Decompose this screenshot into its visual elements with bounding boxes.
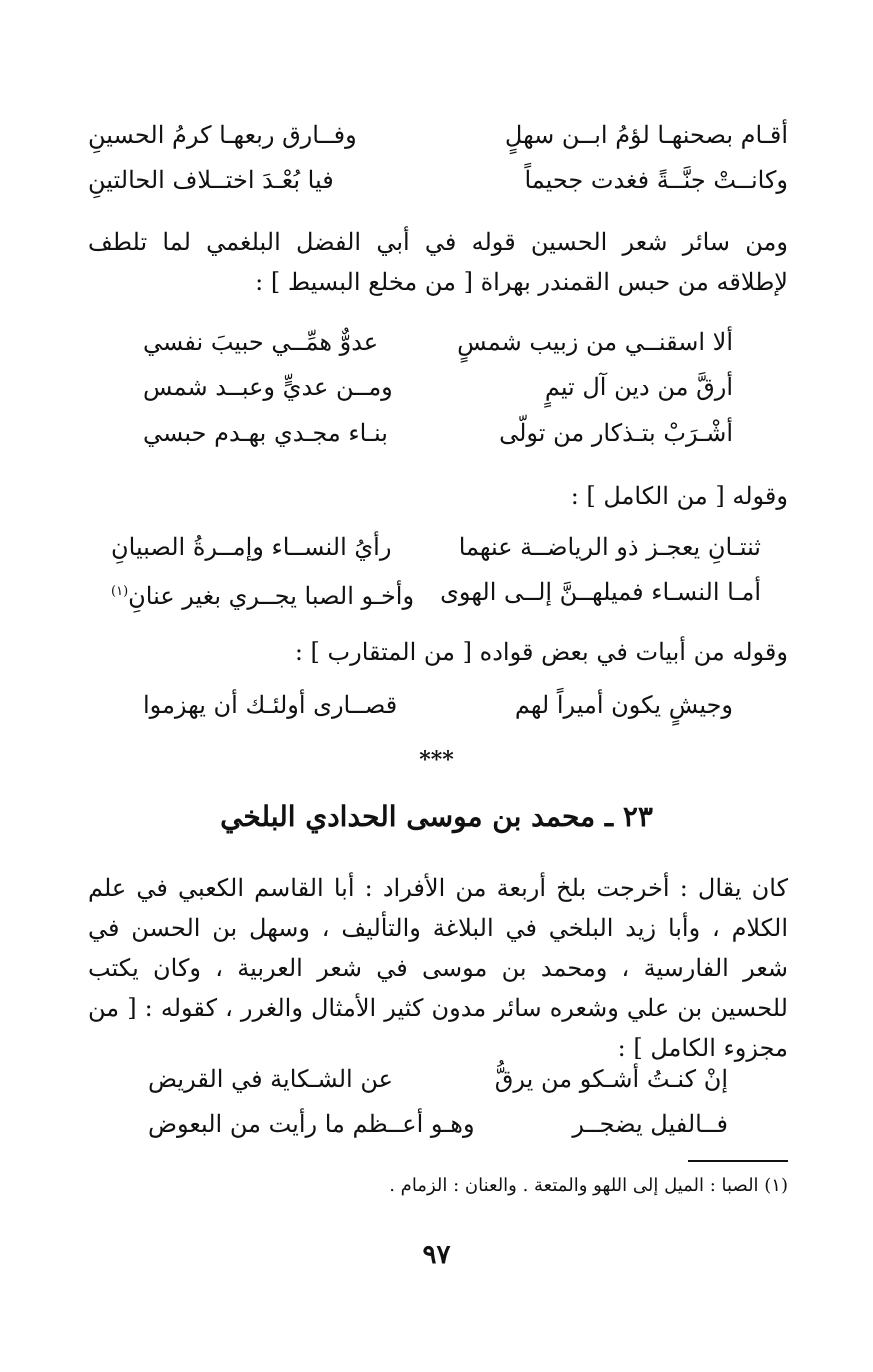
verse-second-hemistich: وفــارق ربعهـا كرمُ الحسينِ [88, 121, 357, 149]
section-title: ٢٣ ـ محمد بن موسى الحدادي البلخي [220, 800, 653, 833]
verse-second-hemistich [111, 575, 414, 613]
page-number: ٩٧ [422, 1240, 451, 1270]
verse-second-hemistich: بنـاء مجـدي بهـدم حبسي [143, 419, 388, 447]
verse-second-hemistich: ومــن عديٍّ وعبــد شمس [143, 373, 393, 401]
verse-second-text: وأخـو الصبا يجــري بغير عنانِ [128, 582, 415, 610]
footnote-divider [688, 1160, 788, 1162]
verse-first-hemistich: ثنتـانِ يعجـز ذو الرياضــة عنهما [458, 533, 761, 561]
footnote-marker: (١) [111, 584, 129, 599]
verse-line [88, 163, 788, 197]
verse-first-hemistich: فــالفيل يضجــر [572, 1110, 728, 1138]
verse-line [143, 416, 733, 450]
verse-line [111, 530, 761, 564]
intro-paragraph: وقوله من أبيات في بعض قواده [ من المتقارب ] : [294, 638, 788, 666]
verse-first-hemistich: أقـام بصحنهـا لؤمُ ابــن سهلٍ [504, 121, 788, 149]
verse-line [111, 575, 761, 613]
verse-line [148, 1062, 728, 1096]
verse-second-hemistich: عدوٌّ همِّــي حبيبَ نفسي [143, 328, 379, 356]
verse-second-hemistich: عن الشـكاية في القريض [148, 1065, 393, 1093]
verse-second-hemistich: رأيُ النســاء وإمــرةُ الصبيانِ [111, 533, 392, 561]
section-separator: *** [419, 747, 454, 773]
verse-second-hemistich: فيا بُعْـدَ اختــلاف الحالتينِ [88, 166, 334, 194]
body-paragraph: كان يقال : أخرجت بلخ أربعة من الأفراد : أبا القاسم الكعبي في علم الكلام ، وأبا زيد البلخي في البلاغة والتأليف ، وسهل بن الحسن في شعر الفارسية ، ومحمد بن موسى في شعر العربية ، وكان يكتب للحسين بن علي وشعره سائر مدون كثير الأمثال والغرر ، كقوله : [ من مجزوء الكامل ] : [88, 874, 788, 1062]
verse-line [143, 688, 733, 722]
footnote: (١) الصبا : الميل إلى اللهو والمتعة . والعنان : الزمام . [389, 1175, 788, 1196]
verse-line [143, 325, 733, 359]
verse-first-hemistich: وكانــتْ جنَّــةً فغدت جحيماً [524, 166, 788, 194]
verse-first-hemistich: أشْـرَبْ بتـذكار من تولّى [499, 419, 733, 447]
verse-first-hemistich: ألا اسقنــي من زبيب شمسٍ [457, 328, 733, 356]
verse-line [88, 118, 788, 152]
verse-second-hemistich: قصــارى أولئـك أن يهزموا [143, 691, 398, 719]
verse-second-hemistich: وهـو أعــظم ما رأيت من البعوض [148, 1110, 475, 1138]
intro-paragraph: وقوله [ من الكامل ] : [570, 482, 788, 510]
verse-first-hemistich: أرقَّ من دين آل تيمٍ [544, 373, 733, 401]
intro-paragraph: ومن سائر شعر الحسين قوله في أبي الفضل البلغمي لما تلطف لإطلاقه من حبس القمندر بهراة [ من مخلع البسيط ] : [88, 228, 788, 296]
verse-line [143, 370, 733, 404]
verse-first-hemistich: أمـا النسـاء فميلهــنَّ إلــى الهوى [440, 578, 761, 606]
verse-first-hemistich: وجيشٍ يكون أميراً لهم [514, 691, 733, 719]
verse-first-hemistich: إنْ كنـتُ أشـكو من يرقُّ [494, 1065, 728, 1093]
verse-line [148, 1107, 728, 1141]
